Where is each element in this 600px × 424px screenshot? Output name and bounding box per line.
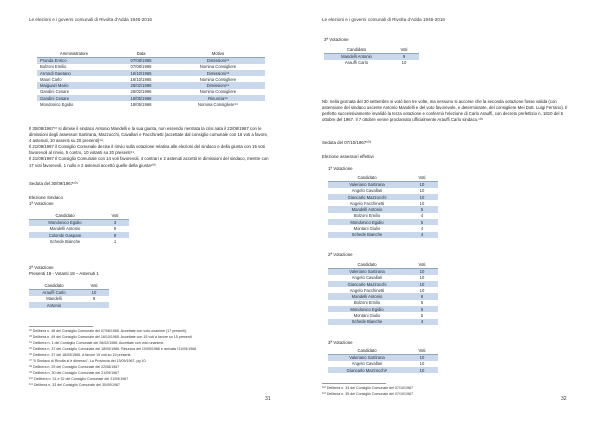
footnote: ⁹² Delibera n. 48 del Consiglio Comunale del 07/08/1965. Accettate con voto unanime (17 presenti). bbox=[29, 329, 188, 333]
cell-value: 6 bbox=[406, 293, 438, 299]
cell-name: Pranda Enrico bbox=[37, 57, 111, 63]
cell-name: Mandelli bbox=[46, 296, 62, 302]
table-row bbox=[328, 232, 438, 238]
cell-name: Valeriano Sartirana bbox=[328, 354, 406, 360]
table-row bbox=[37, 101, 265, 107]
table-row bbox=[328, 319, 438, 325]
cell-name: Angelo Cavallari bbox=[351, 361, 383, 367]
cell-value: 9 bbox=[389, 53, 419, 59]
cell-value: Dimissioni⁹³ bbox=[171, 70, 265, 76]
vote-title: 3ª Votazione bbox=[328, 340, 353, 345]
footnotes bbox=[29, 328, 197, 388]
cell-value: 18/05/1966 bbox=[130, 102, 152, 108]
cell-name: Schede Bianche bbox=[328, 319, 406, 325]
cell-name: Giancarlo Mazzocchi⁸ bbox=[328, 367, 406, 373]
vote-table bbox=[328, 175, 438, 238]
cell-value: 10 bbox=[419, 200, 425, 206]
footnote: ⁹⁹ Delibera n. 30 del Consiglio Comunale del 21/09/1967 bbox=[29, 371, 120, 376]
cell-name: Mandelli Antonio bbox=[328, 293, 406, 299]
column-header: Candidato bbox=[324, 47, 389, 53]
column-header: Voti bbox=[79, 283, 109, 289]
vote-subtitle: Presenti 19 - Votanti 18 – Astenuti 1 bbox=[29, 271, 99, 276]
cell-value: 4 bbox=[420, 226, 424, 232]
cell-value: 4 bbox=[420, 213, 424, 219]
cell-name: Mondonico Egidio bbox=[328, 219, 406, 225]
body-text bbox=[322, 99, 574, 123]
column-header: Candidato bbox=[328, 175, 406, 181]
running-head: Le elezioni e i governi comunali di Rivolta d'Adda 1946-2016 bbox=[322, 17, 445, 22]
footnote: ⁹⁸ Delibera n. 29 del Consiglio Comunale del 22/08/1967 bbox=[29, 365, 120, 370]
column-header: Voti bbox=[406, 348, 438, 354]
cell-value: Nomina Consigliere⁹⁶ bbox=[197, 102, 239, 108]
paragraph: Il 21/09/1967 Il Consiglio Comunale con 14 voti favorevoli, 4 contrari e 2 astenuti accettò le dimissioni del sindaco, mentre con 17 voti favorevoli, 1 nullo e 2 astenuti accettò quelle della giunta¹⁰⁰. bbox=[29, 156, 269, 168]
cell-value: 5 bbox=[420, 300, 424, 306]
footnote: ¹⁰³ Delibera n. 35 del Consiglio Comunale del 07/10/1967 bbox=[322, 392, 413, 397]
table-row bbox=[324, 60, 419, 66]
column-header: Data bbox=[111, 51, 171, 57]
session-title: Seduta del 30/09/1967¹⁰¹ bbox=[29, 181, 78, 186]
cell-value bbox=[79, 302, 109, 308]
cell-value: 5 bbox=[406, 219, 438, 225]
footnote: ⁹⁴ Delibera n. 1 del Consiglio Comunale del 26/02/1966. Accettate con voto unanime. bbox=[29, 341, 165, 346]
cell-name: Valeriano Sartirana bbox=[328, 181, 406, 187]
cell-name: Montani Giulio bbox=[353, 313, 381, 319]
cell-name: Valeriano Sartirana bbox=[328, 268, 406, 274]
page-number: 31 bbox=[265, 396, 271, 402]
cell-name: Bolzoni Emilio bbox=[40, 64, 67, 70]
cell-name: Bolzoni Emilio bbox=[353, 300, 381, 306]
cell-value: 10 bbox=[406, 268, 438, 274]
footnote: ⁹⁶ Delibera n. 37 del 18/05/1966. A favore 19 voti su 19 presenti. bbox=[29, 353, 132, 358]
table-row bbox=[328, 367, 438, 373]
cell-name: Angelo Cavallari bbox=[351, 275, 383, 281]
cell-value: 10 bbox=[419, 287, 425, 293]
cell-name: Mandelli Antonio bbox=[324, 53, 389, 59]
running-head: Le elezioni e i governi comunali di Rivolta d'Adda 1946-2016 bbox=[29, 17, 152, 22]
footnote: ¹⁰⁰ Delibera n. 31 e 32 del Consiglio Comunale del 21/09/1967 bbox=[29, 377, 129, 382]
vote-title: 2ª Votazione bbox=[29, 265, 54, 270]
column-header: Candidato bbox=[29, 283, 79, 289]
cell-value: 10 bbox=[79, 289, 109, 295]
footnote: ¹⁰² Delibera n. 34 del Consiglio Comunale del 07/10/1967 bbox=[322, 386, 413, 390]
vote-table bbox=[328, 262, 438, 325]
cell-name: Mandelli Antonio bbox=[328, 206, 406, 212]
cell-name: Antonio bbox=[29, 302, 79, 308]
cell-value: Nomina Consigliere bbox=[199, 64, 237, 70]
cell-name: Maiguazi Mario bbox=[37, 82, 111, 88]
page-number: 32 bbox=[561, 396, 567, 402]
cell-value: 26/02/1966 bbox=[111, 82, 171, 88]
section-title: Elezione Sindaco bbox=[29, 195, 63, 200]
cell-name: Bolzoni Emilio bbox=[353, 213, 381, 219]
cell-value: 10 bbox=[406, 194, 438, 200]
cell-value: Nomina Consigliere bbox=[199, 89, 237, 95]
cell-name: Schede Bianche bbox=[49, 238, 81, 244]
cell-value: 16/10/1965 bbox=[111, 70, 171, 76]
cell-value: 9 bbox=[113, 226, 117, 232]
cell-name: Montani Giulio bbox=[353, 226, 381, 232]
cell-value: 4 bbox=[406, 232, 438, 238]
cell-value: 5 bbox=[406, 306, 438, 312]
cell-value: 4 bbox=[406, 319, 438, 325]
cell-value: 8 bbox=[92, 296, 96, 302]
cell-value: 9 bbox=[101, 232, 129, 238]
cell-name: Colombi Gaspare bbox=[29, 232, 101, 238]
vote-title: 1ª Votazione bbox=[328, 166, 353, 171]
paragraph: Nb: nella giornata del 30 settembre si votò ben tre volte, ma nessuno si accorse che la seconda votazione fosse valida (con astensione del sindaco uscente Antonio Mandelli e del voto favorevole, e determinante, del consigliere Mei Dott. Luigi Ferrario). Il perfetto successivamente invalidò la terza votazione e confermò l'elezione di Carlo Arauffi, con decreto prefettizio n. 1810 del 5 ottobre del 1967. Il 7 ottobre venne proclamato ufficialmente Arauffi Carlo sindaco.¹⁰² bbox=[322, 99, 568, 123]
cell-value: Nomina Consigliere bbox=[199, 76, 237, 82]
vote-table bbox=[328, 348, 438, 373]
column-header: Candidato bbox=[29, 213, 101, 219]
vote-title: 3ª Votazione bbox=[324, 37, 349, 42]
vote-title: 1ª Votazione bbox=[29, 201, 54, 206]
cell-name: Arauffi Carlo bbox=[344, 60, 369, 66]
section-title: Elezione assessori effettivi bbox=[322, 154, 374, 159]
cell-value: 10 bbox=[401, 60, 407, 66]
cell-value: 3 bbox=[101, 219, 129, 225]
cell-value: 10 bbox=[419, 361, 425, 367]
cell-name: Giancarlo Mazzocchi bbox=[328, 281, 406, 287]
cell-value: 10 bbox=[419, 275, 425, 281]
column-header: Candidato bbox=[328, 262, 406, 268]
cell-value: 26/02/1966 bbox=[130, 89, 152, 95]
cell-value: 16/10/1965 bbox=[130, 76, 152, 82]
column-header: Voti bbox=[389, 47, 419, 53]
vote-table bbox=[324, 47, 419, 66]
column-header: Candidato bbox=[328, 348, 406, 354]
table-row bbox=[29, 238, 129, 244]
cell-name: Mondonico Egidio bbox=[29, 219, 101, 225]
cell-name: Mandelli Antonio bbox=[49, 226, 81, 232]
session-title: Seduta del 07/10/1967¹⁰³ bbox=[322, 140, 371, 145]
cell-name: Mondonico Egidio bbox=[328, 306, 406, 312]
admin-changes-table bbox=[37, 51, 265, 108]
right-page bbox=[300, 0, 600, 424]
cell-name: Mondonico Egidio bbox=[40, 102, 74, 108]
cell-value: 1 bbox=[113, 238, 117, 244]
paragraph: Il 21/09/1967 il Consiglio Comunale decise il rinvio sulla votazione relativa alle elezioni del sindaco e della giunta con 15 voti favorevoli al rinvio, 5 contro, 10 votanti su 20 presenti⁹⁹. bbox=[29, 144, 265, 156]
footnote: ⁹³ Delibera n. 49 del Consiglio Comunale del 16/10/1965. Accettate con 15 voti a favore su 15 presenti. bbox=[29, 335, 193, 340]
cell-value: 18/05/1966 bbox=[111, 95, 171, 101]
vote-table bbox=[29, 283, 109, 308]
cell-value: 10 bbox=[419, 188, 425, 194]
column-header: Voti bbox=[406, 262, 438, 268]
table-row bbox=[29, 302, 109, 308]
cell-name: Arauffi Carlo bbox=[29, 289, 79, 295]
cell-value: 10 bbox=[406, 181, 438, 187]
column-header: Amministratore bbox=[37, 51, 111, 57]
cell-value: 07/08/1965 bbox=[130, 64, 152, 70]
vote-table bbox=[29, 213, 129, 244]
cell-name: Angelo Facchinetti bbox=[349, 200, 385, 206]
cell-name: Gandini Cesare bbox=[40, 89, 70, 95]
cell-name: Angelo Facchinetti bbox=[349, 287, 385, 293]
cell-name: Angelo Cavallari bbox=[351, 188, 383, 194]
cell-value: Dimissioni⁹² bbox=[171, 57, 265, 63]
column-header: Motivo bbox=[171, 51, 265, 57]
cell-value: 10 bbox=[406, 354, 438, 360]
footnote: ⁹⁵ Delibera n. 37 del Consiglio Comunale del 18/05/1966. Rinuncia del 10/05/1966 e arrivata l'11/05/1966. bbox=[29, 347, 198, 352]
cell-value: 10 bbox=[406, 281, 438, 287]
cell-value: Dimissioni⁹⁴ bbox=[171, 82, 265, 88]
cell-value: 10 bbox=[406, 367, 438, 373]
cell-name: Giancarlo Mazzocchi bbox=[328, 194, 406, 200]
footnote: ⁹⁷ "Il Sindaco di Rivolta si è dimesso", La Provincia del 13/09/1967, pg 10. bbox=[29, 359, 147, 364]
column-header: Voti bbox=[406, 175, 438, 181]
footnote: ¹⁰¹ Delibera n. 33 del Consiglio Comunale del 30/09/1967 bbox=[29, 383, 120, 388]
paragraph: Il 30/08/1967⁹⁷ si dimise il sindaco Antonio Mandelli e la sua giunta, non essendo rientrata la crisi nata il 22/08/1967 con le dimissioni degli assessori Sartirana, Mazzocchi, Cavallari e Facchinetti (accettate dal consiglio comunale con 16 voti a favore, 4 astenuti, 10 assenti su 20 presenti)⁹⁸. bbox=[29, 126, 269, 144]
cell-value: Rinuncia⁹⁵ bbox=[171, 95, 265, 101]
cell-name: Gandini Cesare bbox=[37, 95, 111, 101]
cell-name: Schede Bianche bbox=[328, 232, 406, 238]
vote-title: 2ª Votazione bbox=[328, 252, 353, 257]
cell-value: 5 bbox=[420, 313, 424, 319]
footnote-rule bbox=[322, 383, 386, 384]
cell-name: Mauri Carlo bbox=[40, 76, 62, 82]
footnotes bbox=[322, 385, 413, 397]
body-text bbox=[29, 126, 269, 169]
cell-value: 07/08/1965 bbox=[111, 57, 171, 63]
cell-name: Arrondi Gaetano bbox=[37, 70, 111, 76]
cell-value: 5 bbox=[406, 206, 438, 212]
column-header: Voti bbox=[101, 213, 129, 219]
footnote-rule bbox=[29, 326, 93, 327]
